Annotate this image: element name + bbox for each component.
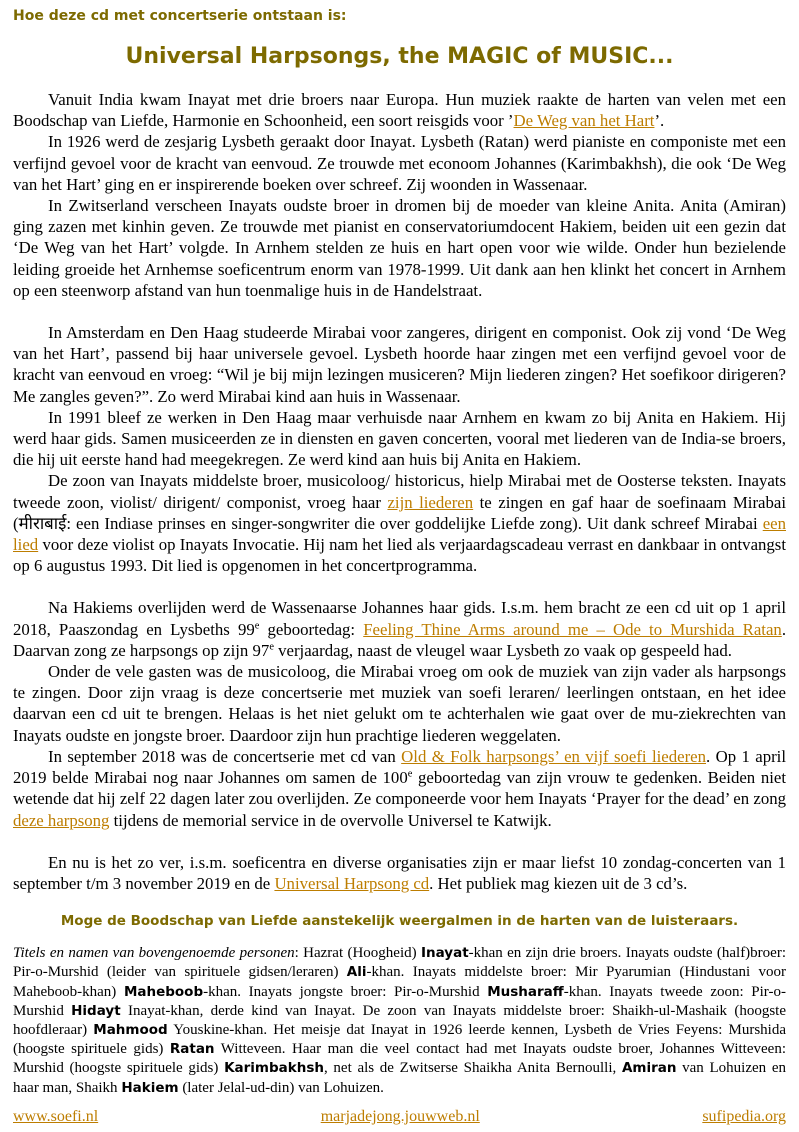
footer-link-sufipedia[interactable]: sufipedia.org xyxy=(702,1108,786,1125)
text-run: -khan. Inayats tweede zoon: Pir-o-Murshid xyxy=(13,983,786,1019)
text-run: , net als de Zwitserse Shaikha Anita Bernoulli, xyxy=(324,1060,622,1077)
person-name-bold: Hidayt xyxy=(71,1002,121,1019)
article-body xyxy=(13,89,786,894)
ordinal-superscript: e xyxy=(254,620,260,632)
text-run: : Hazrat (Hoogheid) xyxy=(294,945,421,962)
closing-heading: Moge de Boodschap van Liefde aanstekelijk weergalmen in de harten van de luisteraars. xyxy=(60,913,739,930)
person-name-bold: Musharaff xyxy=(487,983,564,1000)
inline-link[interactable]: een lied xyxy=(13,513,786,555)
paragraph xyxy=(13,89,786,131)
text-run: . Daarvan zong ze harpsongs op zijn 97 xyxy=(13,619,787,660)
footer-link-marjadejong[interactable]: marjadejong.jouwweb.nl xyxy=(320,1108,480,1125)
text-run: -khan en zijn drie broers. Inayats oudste (half)broer: Pir-o-Murshid (leider van spirituele gidsen/leraren) xyxy=(13,945,786,981)
text-run: Na Hakiems overlijden werd de Wassenaarse Johannes haar gids. I.s.m. hem bracht ze een cd uit op 1 april 2018, Paaszondag en Lysbeths 99 xyxy=(13,598,786,639)
paragraph xyxy=(13,661,786,746)
text-run: Vanuit India kwam Inayat met drie broers naar Europa. Hun muziek raakte de harten van velen met een Boodschap van Liefde, Harmonie en Schoonheid, een soort reisgids voor ’ xyxy=(13,90,786,131)
ordinal-superscript: e xyxy=(407,768,413,780)
inline-link[interactable]: De Weg van het Hart xyxy=(513,111,655,131)
credits-paragraph xyxy=(13,944,786,1098)
text-run: geboortedag: xyxy=(259,619,364,639)
paragraph xyxy=(13,407,786,471)
text-run: In 1926 werd de zesjarig Lysbeth geraakt door Inayat. Lysbeth (Ratan) werd pianiste en componiste met een verfijnd gevoel voor de kracht van eenvoud. Ze trouwde met econoom Johannes (Karimbakhsh), die ook ‘De Weg van het Hart’ ging en er inspirerende boeken over schreef. Zij woonden in Wassenaar. xyxy=(13,132,786,194)
paragraph xyxy=(13,852,786,894)
paragraph xyxy=(13,597,786,661)
text-run: In Amsterdam en Den Haag studeerde Mirabai voor zangeres, dirigent en componist. Ook zij vond ‘De Weg van het Hart’, passend bij haar universele gevoel. Lysbeth hoorde haar zingen met een verfijnd gevoel voor de kracht van eenvoud en vroeg: “Wil je bij mijn lezingen musiceren? Mijn liederen zingen? Het soefikoor dirigeren? Me zangles geven?”. Zo werd Mirabai kind aan huis in Wassenaar. xyxy=(13,323,786,406)
text-run: -khan. Inayats middelste broer: Mir Pyarumian (Hindustani voor Maheboob-khan) xyxy=(13,964,786,1000)
text-run: van Lohuizen en haar man, Shaikh xyxy=(13,1060,786,1096)
inline-link[interactable]: Old & Folk harpsongs’ en vijf soefi liederen xyxy=(401,746,707,766)
person-name-bold: Karimbakhsh xyxy=(224,1060,324,1077)
footer-link-soefi[interactable]: www.soefi.nl xyxy=(13,1108,99,1125)
text-run: verjaardag, naast de vleugel waar Lysbeth zo vaak op gespeeld had. xyxy=(273,640,732,660)
text-run: Onder de vele gasten was de musicoloog, die Mirabai vroeg om ook de muziek van zijn vader als harpsongs te zingen. Door zijn vraag is deze concertserie met muziek van soefi leraren/ leerlingen ontstaan, en het idee daarvan een cd uit te brengen. Helaas is het niet gelukt om te achterhalen wie gaat over de mu-ziekrechten van Inayats oudste en jongste broer. Daardoor zijn hun prachtige liederen weggelaten. xyxy=(13,662,786,745)
text-run: In september 2018 was de concertserie met cd van xyxy=(48,746,402,766)
text-run: (later Jelal-ud-din) van Lohuizen. xyxy=(178,1079,384,1096)
text-run: Witteveen. Haar man die veel contact had met Inayats oudste broer, Johannes Witteveen: Murshid (hoogste spirituele gids) xyxy=(13,1041,786,1077)
paragraph xyxy=(13,322,786,407)
person-name-bold: Amiran xyxy=(621,1060,677,1077)
text-run: Inayat-khan, derde kind van Inayat. De zoon van Inayats middelste broer: Shaikh-ul-Mashaik (hoogste hoofdleraar) xyxy=(13,1002,786,1038)
inline-link[interactable]: zijn liederen xyxy=(387,492,474,512)
text-run: In 1991 bleef ze werken in Den Haag maar verhuisde naar Arnhem en kwam zo bij Anita en Hakiem. Hij werd haar gids. Samen musiceerden ze in diensten en gaven concerten, vooral met liederen van de India-se broers, die hij uit eerste hand had meegekregen. Ze werd kind aan huis bij Anita en Hakiem. xyxy=(13,407,786,470)
person-name-bold: Inayat xyxy=(420,945,469,962)
inline-link[interactable]: Universal Harpsong cd xyxy=(274,873,430,893)
ordinal-superscript: e xyxy=(269,641,274,653)
text-run: . Het publiek mag kiezen uit de 3 cd’s. xyxy=(429,873,688,893)
person-name-bold: Ratan xyxy=(169,1041,215,1058)
text-run: ’. xyxy=(654,111,665,131)
paragraph xyxy=(13,195,786,301)
person-name-bold: Mahmood xyxy=(93,1021,168,1038)
inline-link[interactable]: deze harpsong xyxy=(13,810,110,830)
intro-heading: Hoe deze cd met concertserie ontstaan is: xyxy=(13,8,347,24)
text-run: En nu is het zo ver, i.s.m. soeficentra en diverse organisaties zijn er maar liefst 10 zondag-concerten van 1 september t/m 3 november 2019 en de xyxy=(13,852,786,893)
person-name-bold: Ali xyxy=(346,964,367,981)
footer xyxy=(13,1108,786,1126)
text-run: te zingen en gaf haar de soefinaam Mirabai (मीराबाई: een Indiase prinses en singer-songwriter die over goddelijke Liefde zong). Uit dank schreef Mirabai xyxy=(13,492,786,533)
paragraph xyxy=(13,131,786,195)
text-run: Youskine-khan. Het meisje dat Inayat in 1926 leerde kennen, Lysbeth de Vries Feyens: Murshida (hoogste spirituele gids) xyxy=(13,1021,786,1058)
person-name-bold: Maheboob xyxy=(123,983,204,1000)
italic-lead-in: Titels en namen van bovengenoemde personen xyxy=(13,945,295,962)
text-run: . Op 1 april 2019 belde Mirabai nog naar Johannes om samen de 100 xyxy=(13,746,787,788)
text-run: tijdens de memorial service in de overvolle Universel te Katwijk. xyxy=(109,810,552,830)
paragraph xyxy=(13,470,786,576)
page-title: Universal Harpsongs, the MAGIC of MUSIC... xyxy=(125,44,674,69)
text-run: voor deze violist op Inayats Invocatie. Hij nam het lied als verjaardagscadeau verrast en dankbaar in ontvangst op 6 augustus 1993. Dit lied is opgenomen in het concertprogramma. xyxy=(13,535,786,576)
text-run: -khan. Inayats jongste broer: Pir-o-Murshid xyxy=(203,983,488,1000)
text-run: geboortedag van zijn vrouw te gedenken. Beiden niet wetende dat hij zelf 22 dagen later zou overlijden. Ze componeerde voor hem Inayats ‘Prayer for the dead’ en zong xyxy=(13,768,786,809)
inline-link[interactable]: Feeling Thine Arms around me – Ode to Murshida Ratan xyxy=(363,619,782,639)
text-run: De zoon van Inayats middelste broer, musicoloog/ historicus, hielp Mirabai met de Oosterse teksten. Inayats tweede zoon, violist/ dirigent/ componist, vroeg haar xyxy=(13,471,786,512)
paragraph xyxy=(13,746,786,831)
text-run: In Zwitserland verscheen Inayats oudste broer in dromen bij de moeder van kleine Anita. Anita (Amiran) ging zazen met kinhin geven. Ze trouwde met pianist en conservatoriumdocent Hakiem, beiden uit een gezin dat ‘De Weg van het Hart’ volgde. In Arnhem stelden ze huis en hart open voor wie wilde. Onder hun bezielende leiding groeide het Arnhemse soeficentrum enorm van 1978-1999. Uit dank aan hen klinkt het concert in Arnhem op een steenworp afstand van hun toenmalige huis in de Handelstraat. xyxy=(13,196,786,300)
person-name-bold: Hakiem xyxy=(121,1079,179,1096)
